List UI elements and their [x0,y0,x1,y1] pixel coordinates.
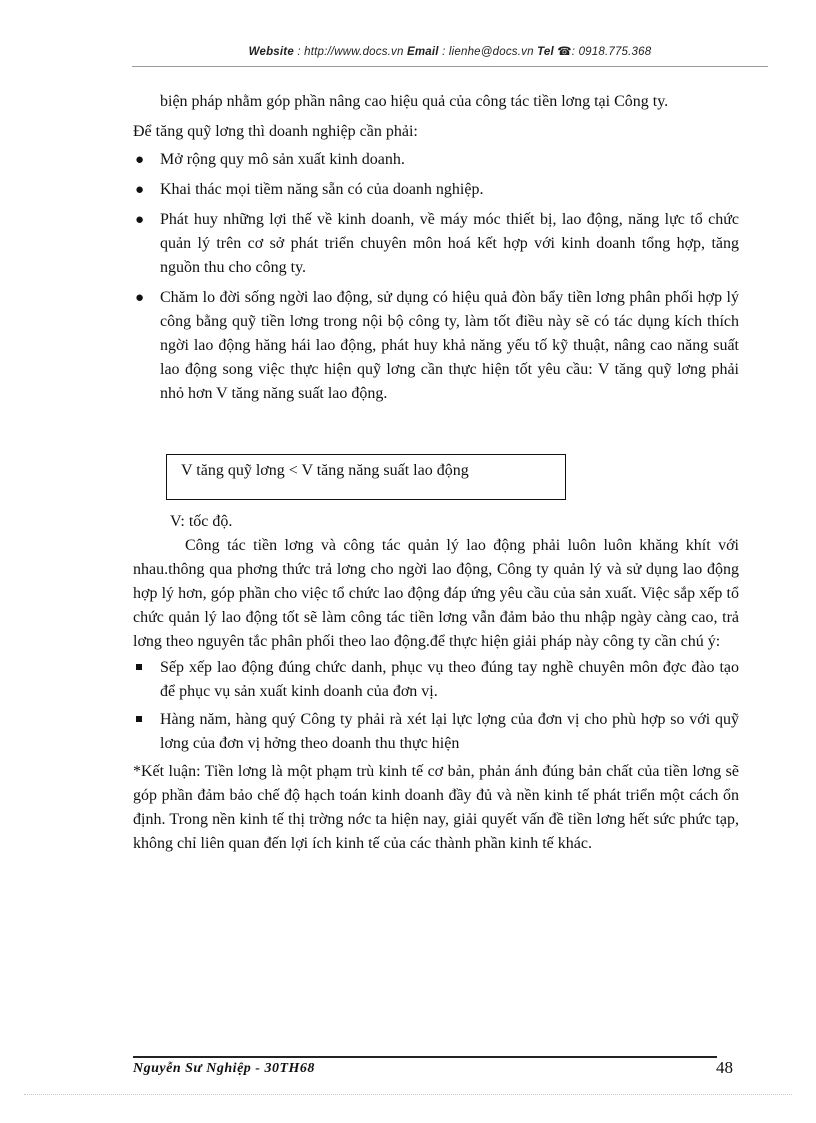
bullet-item [133,208,739,280]
footer-author: Nguyễn Sư Nghiệp - 30TH68 [133,1061,315,1076]
page-header [132,44,768,58]
footer-divider [133,1056,717,1058]
tel-label: Tel ☎ [537,46,572,58]
square-bullet-icon [136,664,142,670]
square-bullet-text: Sếp xếp lao động đúng chức danh, phục vụ theo đúng tay nghề chuyên môn đợc đào tạo để phục vụ sản xuất kinh doanh của đơn vị. [160,659,739,700]
paragraph-intro: Để tăng quỹ lơng thì doanh nghiệp cần phải: [133,123,418,140]
formula-box [166,454,566,500]
email-address: : lienhe@docs.vn [438,46,538,58]
bullet-text: Mở rộng quy mô sản xuất kinh doanh. [160,151,405,168]
email-label: Email [407,46,439,58]
page-number: 48 [716,1058,733,1077]
bullet-icon: ● [135,290,145,306]
page-break-line [24,1094,792,1095]
paragraph-work: Công tác tiền lơng và công tác quản lý lao động phải luôn luôn khăng khít với nhau.thông qua phơng thức trả lơng cho ngời lao động, Công ty quản lý và sử dụng lao động hợp lý hơn, góp phần cho việc tổ chức lao động đáp ứng yêu cầu của sản xuất. Việc sắp xếp tổ chức quản lý lao động tốt sẽ làm công tác tiền lơng vẫn đảm bảo thu nhập ngày càng cao, trả lơng theo nguyên tắc phân phối theo lao động.để thực hiện giải pháp này công ty cần chú ý: [133,537,739,650]
bullet-text: Khai thác mọi tiềm năng sẵn có của doanh nghiệp. [160,181,484,198]
website-url: : http://www.docs.vn [293,46,407,58]
bullet-icon: ● [135,212,145,228]
square-bullet-item [133,656,739,704]
bullet-text: Chăm lo đời sống ngời lao động, sử dụng có hiệu quả đòn bẩy tiền lơng phân phối hợp lý công bằng quỹ tiền lơng trong nội bộ công ty, làm tốt điều này sẽ có tác dụng kích thích ngời lao động hăng hái lao động, phát huy khả năng yếu tố kỹ thuật, nâng cao năng suất lao động song việc thực hiện quỹ lơng cần thực hiện tốt yêu cầu: V tăng quỹ lơng phải nhỏ hơn V tăng năng suất lao động. [160,289,739,402]
square-bullet-text: Hàng năm, hàng quý Công ty phải rà xét lại lực lợng của đơn vị cho phù hợp so với quỹ lơng của đơn vị hởng theo doanh thu thực hiện [160,711,739,752]
bullet-item [133,286,739,406]
website-label: Website [248,46,294,58]
bullet-item [133,148,739,172]
square-bullet-item [133,708,739,756]
tel-number: : 0918.775.368 [571,46,652,58]
bullet-text: Phát huy những lợi thế về kinh doanh, về máy móc thiết bị, lao động, năng lực tổ chức quản lý trên cơ sở phát triển chuyên môn hoá kết hợp với kinh doanh tổng hợp, tăng nguồn thu cho công ty. [160,211,739,276]
paragraph-continuation: biện pháp nhằm góp phần nâng cao hiệu quả của công tác tiền lơng tại Công ty. [160,93,669,110]
header-divider [132,66,768,67]
velocity-note: V: tốc độ. [170,513,233,530]
paragraph-conclusion: *Kết luận: Tiền lơng là một phạm trù kinh tế cơ bản, phản ánh đúng bản chất của tiền lơng sẽ góp phần đảm bảo chế độ hạch toán kinh doanh đầy đủ và nền kinh tế phát triển một cách ổn định. Trong nền kinh tế thị trờng nớc ta hiện nay, giải quyết vấn đề tiền lơng hết sức phức tạp, không chỉ liên quan đến lợi ích kinh tế của các thành phần kinh tế khác. [133,763,739,852]
bullet-icon: ● [135,182,145,198]
square-bullet-icon [136,716,142,722]
document-body [133,90,739,856]
bullet-item [133,178,739,202]
formula-text: V tăng quỹ lơng < V tăng năng suất lao động [181,462,469,479]
bullet-icon: ● [135,152,145,168]
